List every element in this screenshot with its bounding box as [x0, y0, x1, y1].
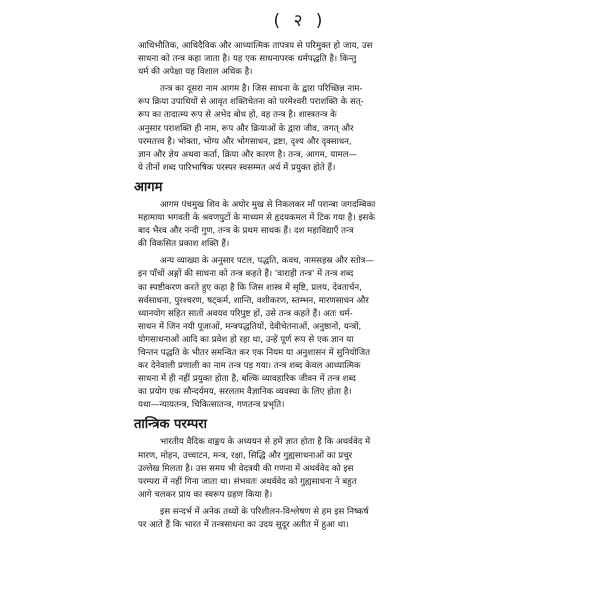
text-line: पर आते हैं कि भारत में तन्त्रसाधना का उदय सुदूर अतीत में हुआ था। — [138, 520, 349, 530]
text-line: ज्ञान और ज्ञेय अथवा कर्ता, क्रिया और कारण है। तन्त्र, आगम, यामल— — [138, 149, 358, 160]
text-line: अन्य व्याख्या के अनुसार पटल, पद्धति, कवच, नामसहस्र और स्तोत्र— — [160, 256, 374, 267]
page-number: ( २ ) — [273, 11, 327, 31]
text-line: तन्त्र का दूसरा नाम आगम है। जिस साधना के द्वारा परिच्छिन्न नाम- — [160, 84, 363, 95]
section-heading: तान्त्रिक परम्परा — [134, 417, 207, 433]
text-line: मारण, मोहन, उच्चाटन, मन्त्र, रक्षा, सिद्धि और गुह्यसाधनाओं का प्रचुर — [138, 450, 353, 461]
text-line: साधना को तन्त्र कहा जाता है। यह एक साधनापरक धर्मपद्धति है। किन्तु — [138, 54, 357, 65]
paragraph — [138, 199, 456, 251]
text-line: परम्परा में नहीं गिना जाता था। संभवतः अथर्ववेद को गुह्यसाधना ने बहुत — [138, 476, 357, 487]
paragraph — [138, 506, 456, 532]
text-line: अनुसार पराशक्ति ही नाम, रूप और क्रियाओं के द्वारा जीव, जगत् और — [138, 123, 354, 134]
text-line: आगम पंचमुख शिव के अघोर मुख से निकलकर माँ परान्बा जगदम्बिका — [160, 199, 376, 210]
text-line: आधिभौतिक, आधिदैविक और आध्यात्मिक तापत्रय से परिमुक्त हो जाय, उस — [138, 41, 373, 51]
text-line: उल्लेख मिलता है। उस समय भी वेदत्रयी की गणना में अथर्ववेद को इस — [138, 463, 354, 474]
text-line: इन पाँचों अङ्गों की साधना को तन्त्र कहते हैं। 'वाराही तन्त्र' में तन्त्र शब्द — [138, 269, 354, 280]
text-line: बाद भैरव और नन्दी गुण, तन्त्र के प्रथम साधक हैं। दश महाविद्याएँ तन्त्र — [138, 226, 354, 237]
page-body — [134, 40, 456, 536]
text-line: चिन्तन पद्धति के भीतर समन्वित कर एक नियम या अनुशासन में सुनियोजित — [138, 347, 371, 358]
text-line: परमतत्त्व है। भोक्ता, भोग्य और भोगसाधन, द्रष्टा, दृश्य और दृक्साधन, — [138, 136, 352, 147]
paragraph — [138, 436, 456, 501]
paragraph — [138, 255, 456, 412]
text-line: सर्वसाधना, पुरश्चरण, षट्कर्म, शान्ति, वशीकरण, स्तम्भन, मारणसाधन और — [138, 295, 369, 306]
text-line: रूप का तादात्म्य रूप से अभेद बोध हो, वह तन्त्र है। शास्त्रतन्त्र के — [138, 110, 337, 121]
text-line: ये तीनों शब्द पारिभाषिक परस्पर स्वसम्मत अर्थ में प्रयुक्त होते हैं। — [138, 162, 336, 173]
paragraph — [138, 40, 456, 79]
text-line: ध्यानयोग सहित सातों अवयव परिपुष्ट हों, उसे तन्त्र कहते हैं। अतः धर्म- — [138, 308, 353, 319]
text-line: यथा—न्यायतन्त्र, चिकित्सातन्त्र, गणतन्त्र प्रभृति। — [138, 400, 285, 411]
text-line: महामाया भगवती के श्रवणपुटों के माध्यम से हृदयकमल में टिक गया है। इसके — [138, 213, 375, 224]
text-line: कर देनेवाली प्रणाली का नाम तन्त्र पड़ गया। तन्त्र शब्द केवल आध्यात्मिक — [138, 361, 361, 372]
text-line: इस सन्दर्भ में अनेक तथ्यों के परिशीलन-विश्लेषण से हम इस निष्कर्ष — [160, 506, 369, 517]
text-line: आगे चलकर प्राय का स्वरूप ग्रहण किया है। — [138, 489, 273, 500]
text-line: योगसाधनाओं आदि का प्रवेश हो रहा था, उन्हें पूर्ण रूप से एक ज्ञान या — [138, 334, 354, 345]
text-line: साधन में जिन नयी पूजाओं, मन्त्रपद्धतियों, देवीचेतनाओं, अनुष्ठानों, यन्त्रों, — [138, 321, 362, 332]
text-line: की विकसित प्रकाश शक्ति हैं। — [138, 239, 230, 250]
text-line: का प्रयोग एक सौन्दर्यमय, सरलतम वैज्ञानिक व्यवस्था के लिए होता है। — [138, 387, 352, 398]
text-line: का स्पष्टीकरण करते हुए कहा है कि जिस शास्त्र में सृष्टि, प्रलय, देवतार्चन, — [138, 282, 362, 293]
section-heading: आगम — [134, 179, 163, 195]
paragraph — [138, 83, 456, 175]
text-line: रूप क्रिया उपाधियों से आवृत शक्तिचेतना को परमेश्वरी पराशक्ति के सत्- — [138, 97, 364, 108]
text-line: भारतीय वैदिक वाङ्मय के अध्ययन से हमें ज्ञात होता है कि अथर्ववेद में — [160, 437, 371, 448]
text-line: धर्म की अपेक्षा यह विशाल अधिक है। — [138, 67, 253, 78]
text-line: साधना में ही नहीं प्रयुक्त होता है, बल्कि व्यावहारिक जीवन में तन्त्र शब्द — [138, 374, 356, 385]
